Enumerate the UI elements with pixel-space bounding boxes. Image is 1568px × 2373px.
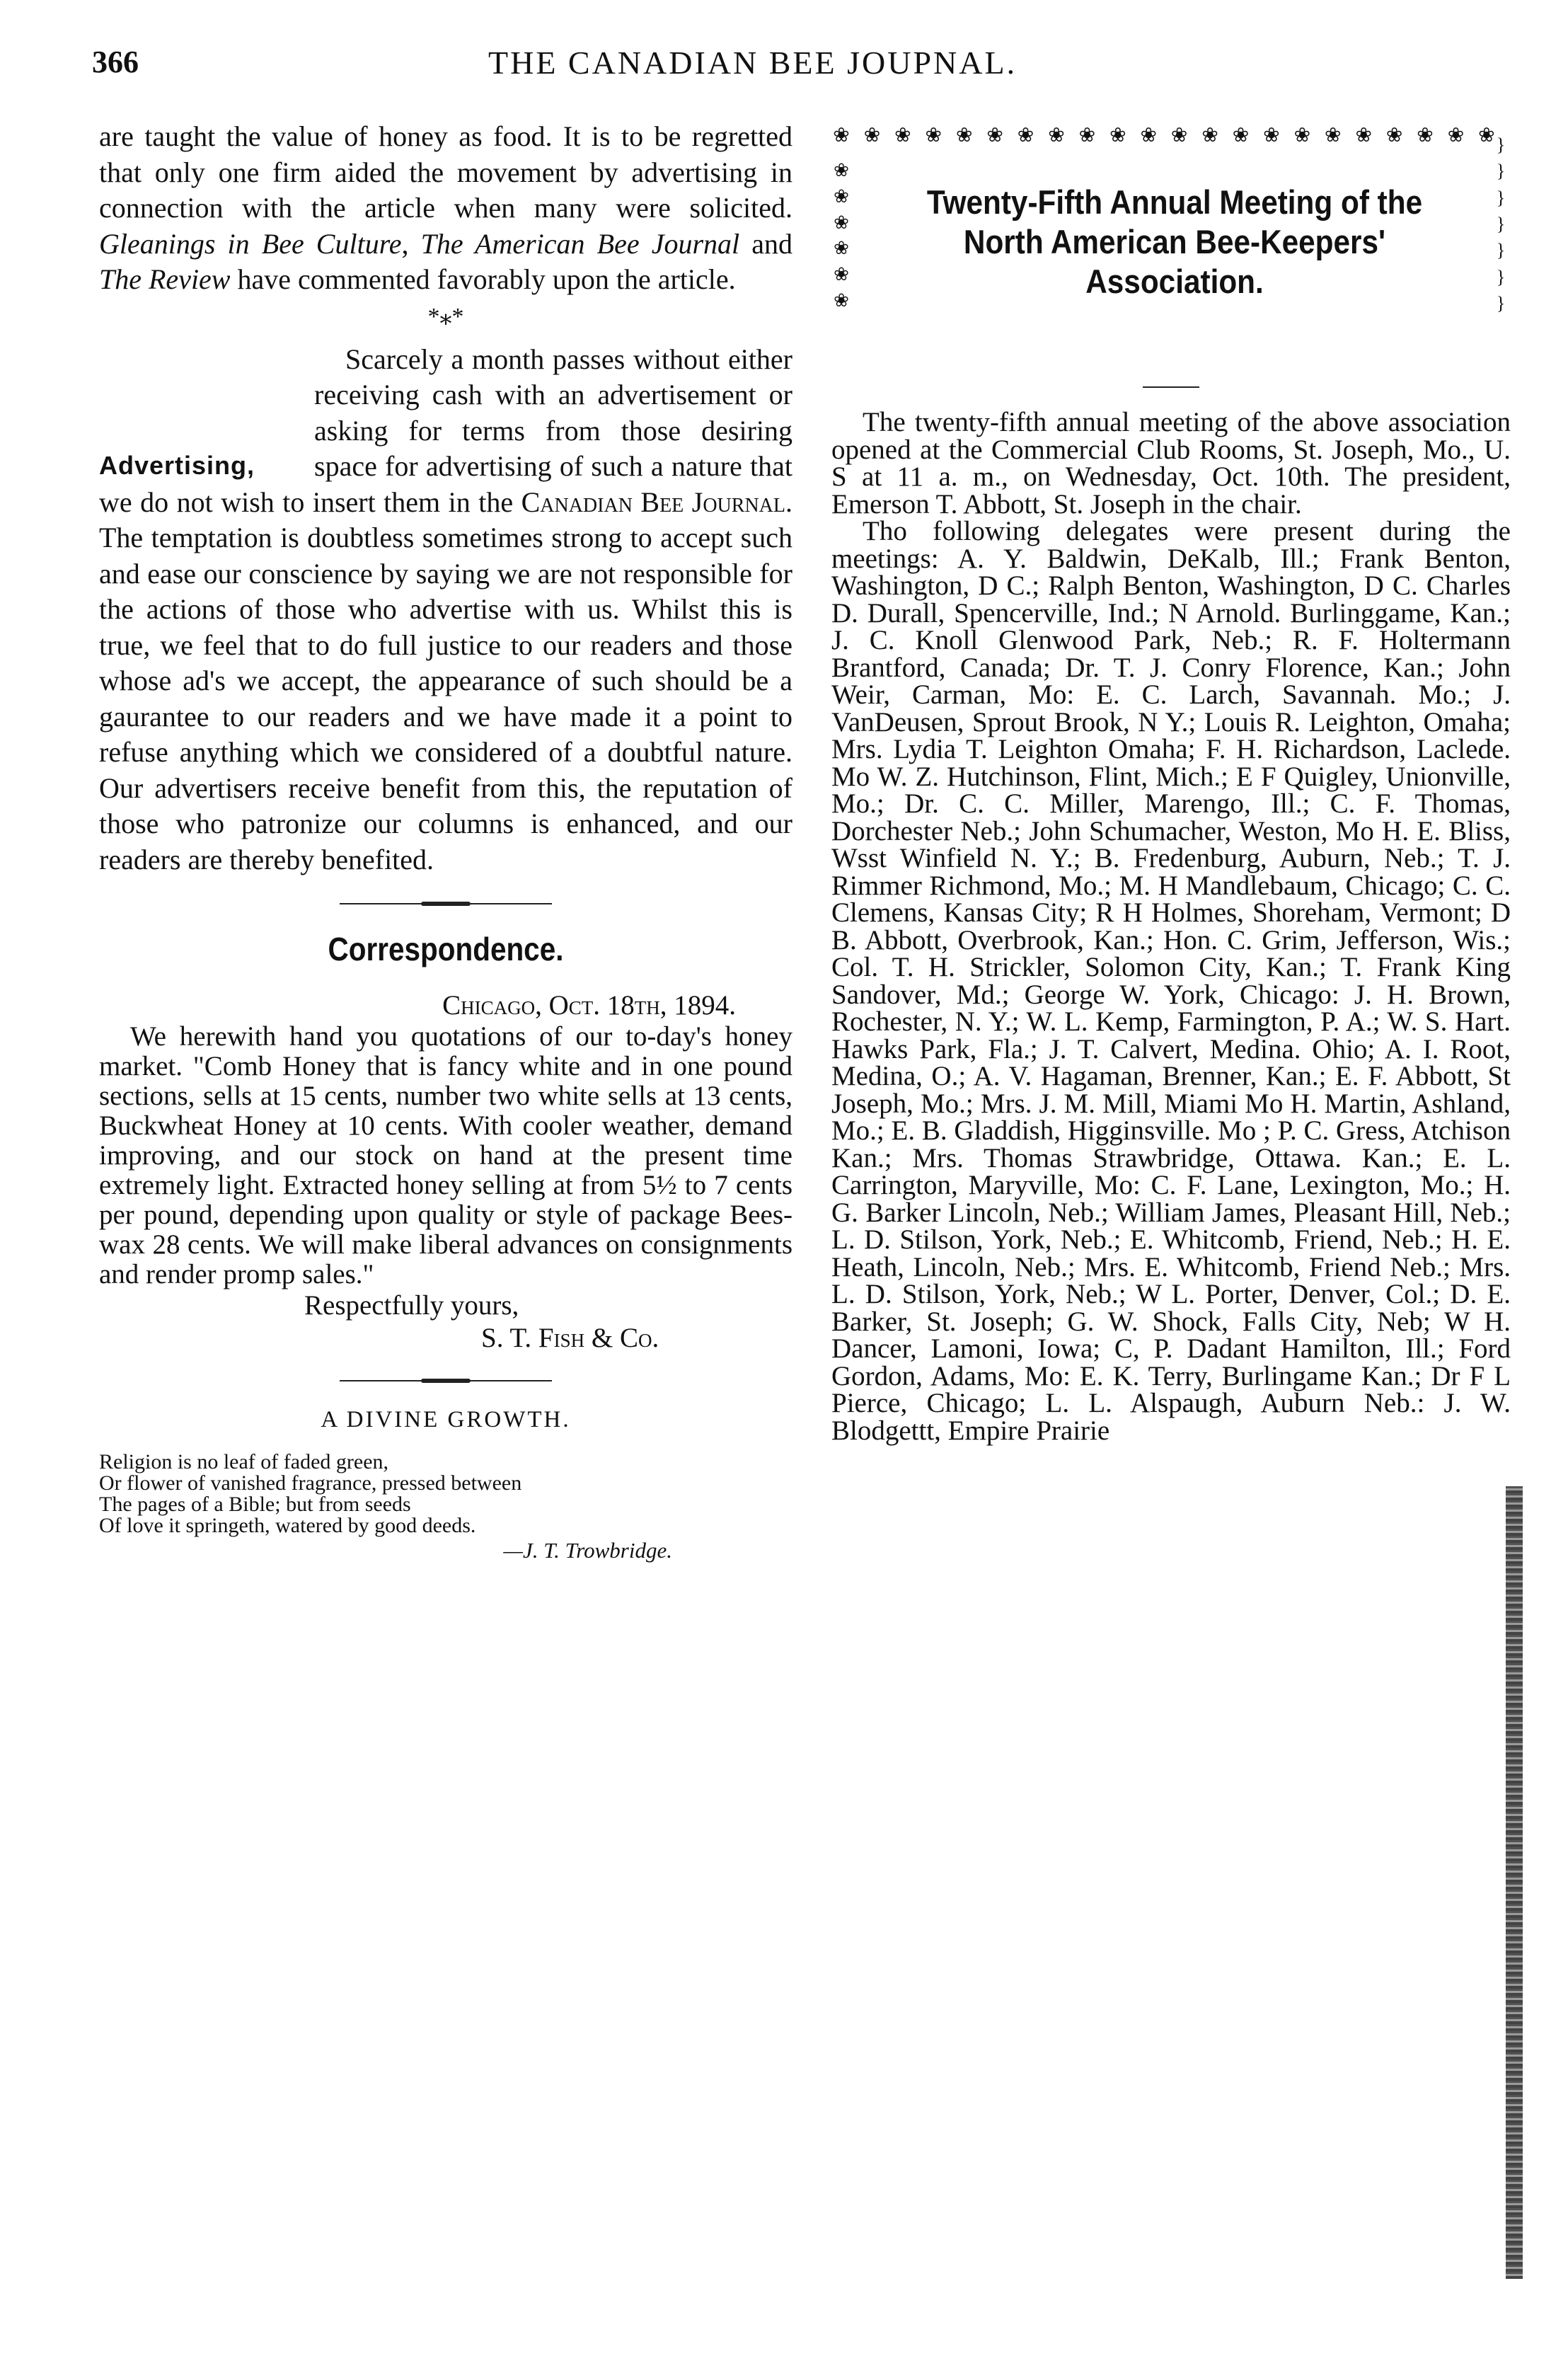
poem-attribution: —J. T. Trowbridge.: [503, 1538, 672, 1563]
canadian-bee-journal-name: Canadian Bee Journal: [521, 485, 785, 518]
advertising-text-b: . The temptation is doubtless sometimes strong to accept such and ease our conscience by saying we are not responsible for the actions of those who advertise with us. Whilst this is true, we feel that to do full justice to our readers and those whose ad's we accept, the appearance of such should be a gaurantee to our readers and we have made it a point to refuse anything which we considered of a doubtful nature. Our advertisers receive benefit from this, the reputation of those who patronize our columns is enhanced, and our readers are thereby benefited.: [99, 485, 792, 875]
correspondence-heading: Correspondence.: [328, 931, 564, 967]
right-column: [831, 119, 1511, 1444]
honey-paragraph-text-a: are taught the value of honey as food. It is to be regretted that only one firm aided the movement by advertising in connection with the article when many were solicited.: [99, 120, 792, 224]
honey-paragraph-text-b: ,: [401, 227, 421, 260]
page-edge-shadow: [1506, 1486, 1523, 2279]
ornamental-border-left: ❀ ❀ ❀ ❀ ❀ ❀: [834, 160, 849, 311]
advertising-side-heading: Advertising,: [99, 450, 255, 480]
ornamental-title-box: [831, 119, 1511, 374]
letter-signer: S. T. Fish & Co.: [481, 1323, 659, 1353]
advertising-article: [99, 342, 792, 878]
title-underline: [1143, 386, 1199, 388]
poem-line: Religion is no leaf of faded green,: [99, 1450, 389, 1473]
letter-closing: Respectfully yours,: [304, 1290, 519, 1321]
gleanings-title: Gleanings in Bee Culture: [99, 227, 402, 260]
poem-body: [99, 1452, 792, 1536]
ornamental-border-right: } } } } } } }: [1496, 134, 1506, 314]
poem-divider-rule: [340, 1379, 552, 1383]
poem-title: A DIVINE GROWTH.: [321, 1407, 571, 1432]
honey-paragraph-text-d: have commented favorably upon the article.: [230, 263, 736, 295]
running-title: THE CANADIAN BEE JOUPNAL.: [488, 45, 1018, 81]
letter-dateline: [99, 989, 792, 1022]
poem-line: Of love it springeth, watered by good deeds.: [99, 1514, 476, 1537]
page-number: 366: [92, 45, 139, 79]
poem-line: Or flower of vanished fragrance, pressed between: [99, 1471, 522, 1495]
meeting-title: Twenty-Fifth Annual Meeting of the North American Bee-Keepers' Association.: [926, 183, 1423, 300]
american-bee-journal-title: The American Bee Journal: [420, 227, 740, 260]
honey-as-food-paragraph: [99, 119, 792, 298]
advertising-paragraph: [99, 342, 792, 878]
meeting-opening-paragraph: The twenty-fifth annual meeting of the above association opened at the Commercial Club Rooms, St. Joseph, Mo., U. S at 11 a. m., on Wednesday, Oct. 10th. The president, Emerson T. Abbott, St. Joseph in the chair.: [831, 407, 1511, 519]
section-divider-rule: [340, 902, 552, 906]
page-header: [92, 44, 1500, 100]
advertising-text-a: Scarcely a month passes without either receiving cash with an advertisement or asking for terms from those desiring space for advertising of such a nature that we do not wish to insert them in the: [99, 343, 792, 518]
letter-dateline-text: Chicago, Oct. 18th, 1894.: [442, 990, 736, 1021]
delegates-paragraph: Tho following delegates were present during the meetings: A. Y. Baldwin, DeKalb, Ill.; Frank Benton, Washington, D C.; Ralph Benton, Washington, D C. Charles D. Durall, Spencerville, Ind.; N Arnold. Burlinggame, Kan.; J. C. Knoll Glenwood Park, Neb.; R. F. Holtermann Brantford, Canada; Dr. T. J. Conry Florence, Kan.; John Weir, Carman, Mo: E. C. Larch, Savannah. Mo.; J. VanDeusen, Sprout Brook, N Y.; Louis R. Leighton, Omaha; Mrs. Lydia T. Leighton Omaha; F. H. Richardson, Laclede. Mo W. Z. Hutchinson, Flint, Mich.; E F Quigley, Unionville, Mo.; Dr. C. C. Miller, Marengo, Ill.; C. F. Thomas, Dorchester Neb.; John Schumacher, Weston, Mo H. E. Bliss, Wsst Winfield N. Y.; B. Fredenburg, Auburn, Neb.; T. J. Rimmer Richmond, Mo.; M. H Mandlebaum, Chicago; C. C. Clemens, Kansas City; R H Holmes, Shoreham, Vermont; D B. Abbott, Overbrook, Kan.; Hon. C. Grim, Jefferson, Wis.; Col. T. H. Strickler, Solomon City, Kan.; T. Frank King Sandover, Md.; George W. York, Chicago: J. H. Brown, Rochester, N. Y.; W. L. Kemp, Farmington, P. A.; W. S. Hart. Hawks Park, Fla.; J. T. Calvert, Medina. Ohio; A. I. Root, Medina, O.; A. V. Hagaman, Brenner, Kan.; E. F. Abbott, St Joseph, Mo.; Mrs. J. M. Mill, Miami Mo H. Martin, Ashland, Mo.; E. B. Gladdish, Higginsville. Mo ; P. C. Gress, Atchison Kan.; Mrs. Thomas Strawbridge, Ottawa. Kan.; E. L. Carrington, Maryville, Mo: C. F. Lane, Lexington, Mo.; H. G. Barker Lincoln, Neb.; William James, Pleasant Hill, Neb.; L. D. Stilson, York, Neb.; E. Whitcomb, Friend, Neb.; H. E. Heath, Lincoln, Neb.; Mrs. E. Whitcomb, Friend Neb.; Mrs. L. D. Stilson, York, Neb.; W L. Porter, Denver, Col.; D. E. Barker, St. Joseph; G. W. Shock, Falls City, Neb; W H. Dancer, Lamoni, Iowa; C, P. Dadant Hamilton, Ill.; Ford Gordon, Adams, Mo: E. K. Terry, Burlingame Kan.; Dr F L Pierce, Chicago; L. L. Alspaugh, Auburn Neb.: J. W. Blodgettt, Empire Prairie: [831, 516, 1511, 1446]
ornamental-border-top: ❀ ❀ ❀ ❀ ❀ ❀ ❀ ❀ ❀ ❀ ❀ ❀ ❀ ❀ ❀ ❀ ❀ ❀ ❀ ❀ ❀ ❀: [833, 125, 1495, 146]
asterism-divider: *⁎*: [427, 303, 464, 330]
honey-paragraph-text-c: and: [739, 227, 792, 260]
letter-body: We herewith hand you quotations of our to-day's honey market. "Comb Honey that is fancy white and in one pound sections, sells at 15 cents, number two white sells at 13 cents, Buckwheat Honey at 10 cents. With cooler weather, demand improving, and our stock on hand at the present time extremely light. Extracted honey selling at from 5½ to 7 cents per pound, depending upon quality or style of package Bees-wax 28 cents. We will make liberal advances on consignments and render promp sales.": [99, 1021, 792, 1289]
review-title: The Review: [99, 263, 231, 295]
poem-line: The pages of a Bible; but from seeds: [99, 1493, 411, 1516]
left-column: [99, 119, 792, 1565]
